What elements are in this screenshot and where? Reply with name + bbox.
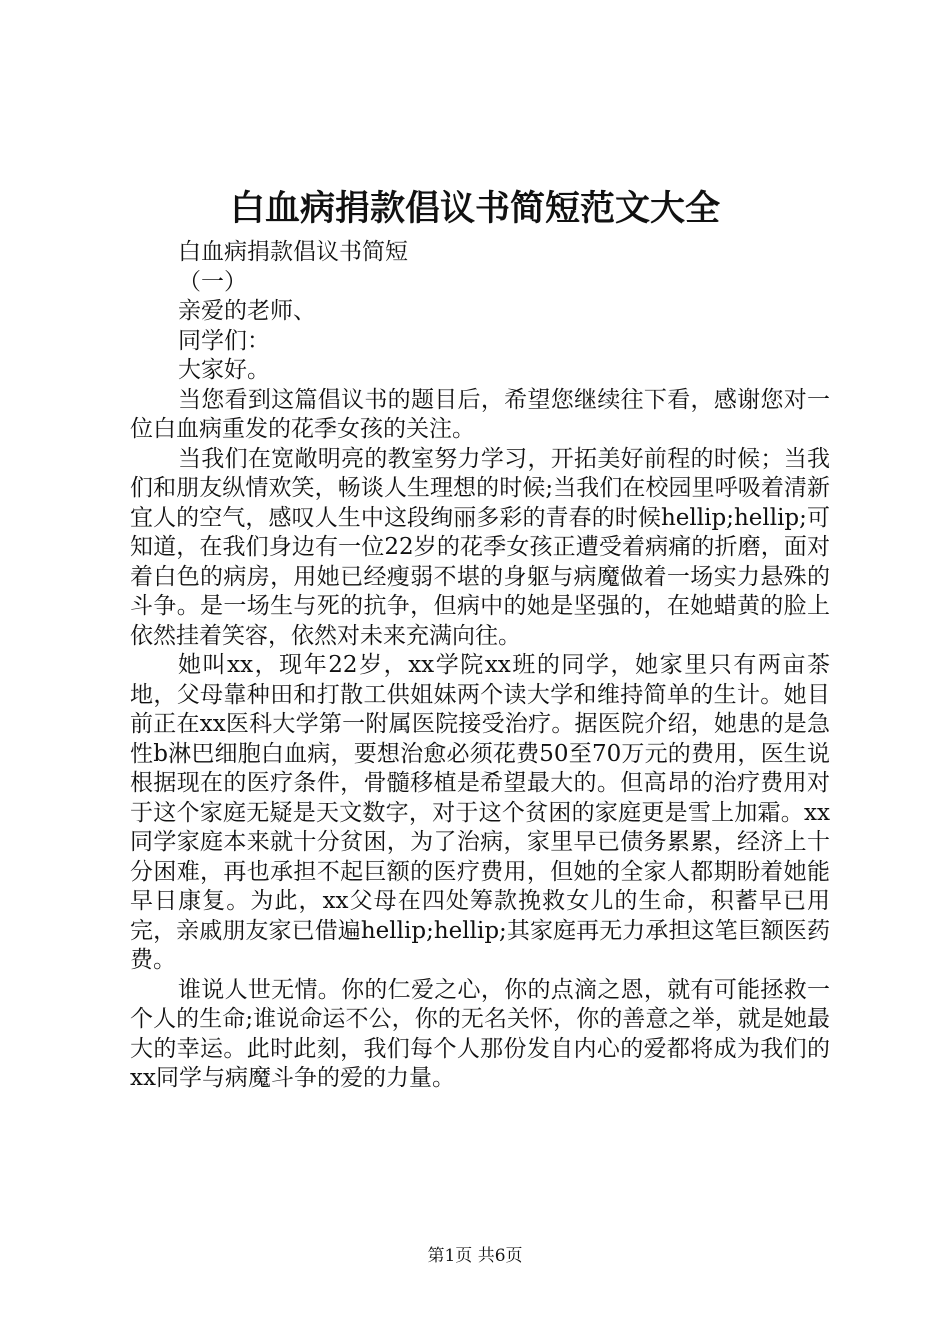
document-title: 白血病捐款倡议书简短范文大全 bbox=[229, 188, 720, 229]
body-paragraph: 她叫xx，现年22岁，xx学院xx班的同学，她家里只有两亩茶地，父母靠种田和打散工供姐妹两个读大学和维持简单的生计。她目前正在xx医科大学第一附属医院接受治疗。据医院介绍，她患的是急性b淋巴细胞白血病，要想治愈必须花费50至70万元的费用，医生说根据现在的医疗条件，骨髓移植是希望最大的。但高昂的治疗费用对于这个家庭无疑是天文数字，对于这个贫困的家庭更是雪上加霜。xx同学家庭本来就十分贫困，为了治病，家里早已债务累累，经济上十分困难，再也承担不起巨额的医疗费用，但她的全家人都期盼着她能早日康复。为此，xx父母在四处筹款挽救女儿的生命，积蓄早已用完，亲戚朋友家已借遍hellip;hellip;其家庭再无力承担这笔巨额医药费。 bbox=[130, 652, 830, 973]
body-paragraph: 当您看到这篇倡议书的题目后，希望您继续往下看，感谢您对一位白血病重发的花季女孩的关注。 bbox=[130, 386, 830, 442]
salutation-line: 同学们： bbox=[178, 327, 270, 354]
body-paragraph: 谁说人世无情。你的仁爱之心，你的点滴之恩，就有可能拯救一个人的生命;谁说命运不公，你的无名关怀，你的善意之举，就是她最大的幸运。此时此刻，我们每个人那份发自内心的爱都将成为我们的xx同学与病魔斗争的爱的力量。 bbox=[130, 976, 830, 1091]
document-body bbox=[130, 238, 830, 1094]
body-paragraph: 当我们在宽敞明亮的教室努力学习，开拓美好前程的时候；当我们和朋友纵情欢笑，畅谈人生理想的时候;当我们在校园里呼吸着清新宜人的空气，感叹人生中这段绚丽多彩的青春的时候hellip;hellip;可知道，在我们身边有一位22岁的花季女孩正遭受着病痛的折磨，面对着白色的病房，用她已经瘦弱不堪的身躯与病魔做着一场实力悬殊的斗争。是一场生与死的抗争，但病中的她是坚强的，在她蜡黄的脸上依然挂着笑容，依然对未来充满向往。 bbox=[130, 445, 830, 649]
salutation-line: 亲爱的老师、 bbox=[178, 298, 316, 324]
section-number: （一） bbox=[178, 268, 247, 295]
greeting: 大家好。 bbox=[178, 357, 270, 383]
document-subtitle: 白血病捐款倡议书简短 bbox=[178, 239, 408, 265]
page-indicator: 第1页 共6页 bbox=[427, 1246, 523, 1266]
page-footer bbox=[0, 1244, 950, 1268]
